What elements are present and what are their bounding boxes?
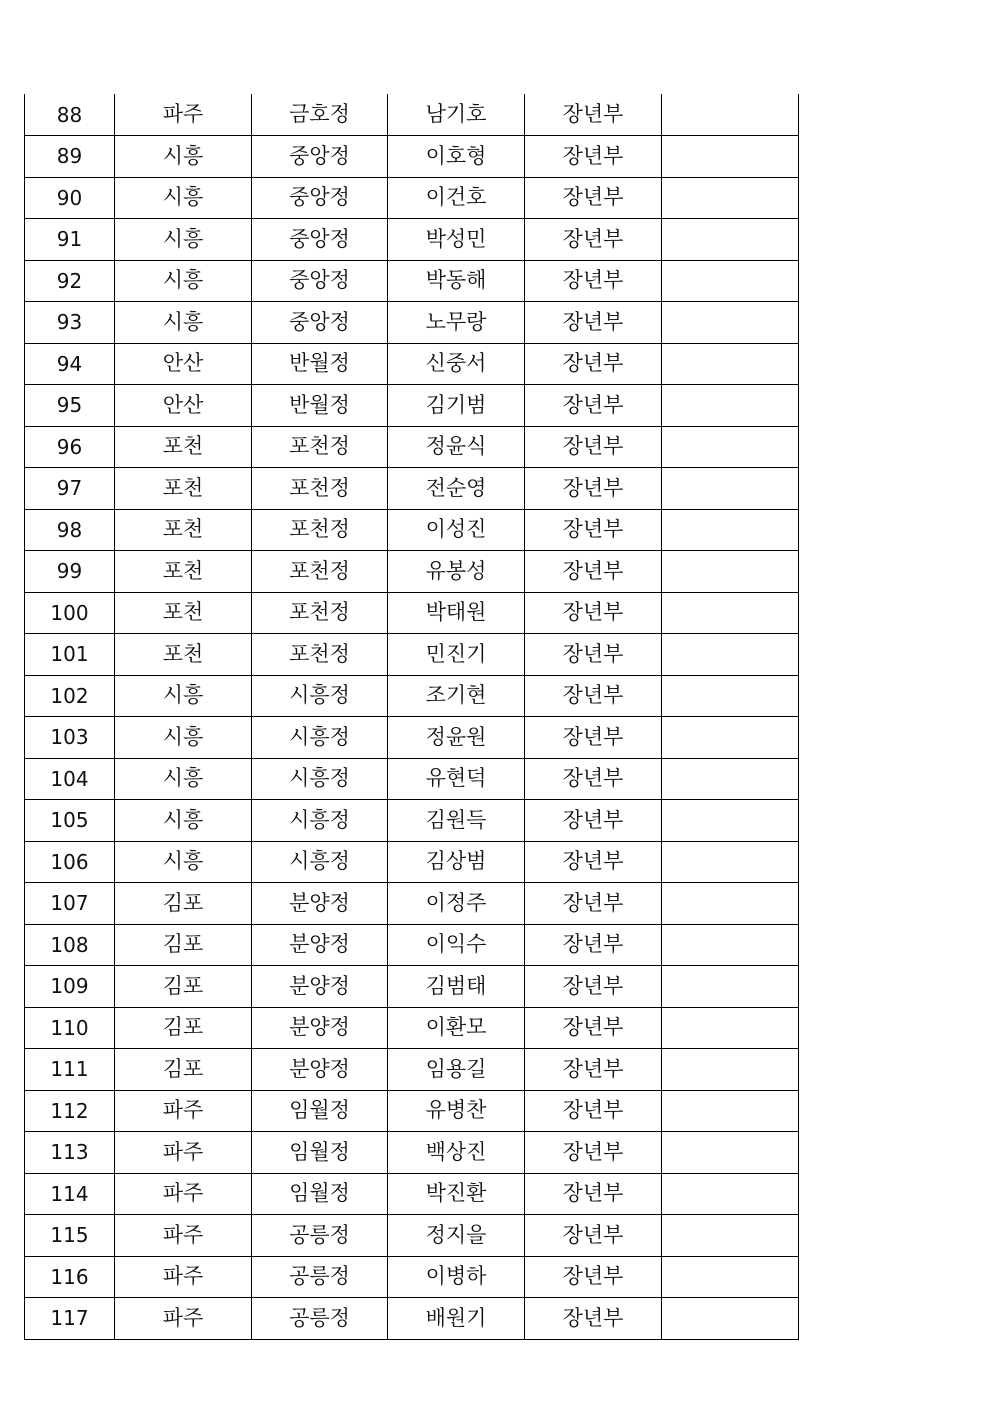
row-number-cell: 115 xyxy=(25,1215,115,1257)
note-cell xyxy=(662,343,799,385)
pavilion-cell: 공릉정 xyxy=(252,1215,388,1257)
pavilion-cell: 분양정 xyxy=(252,924,388,966)
table-row xyxy=(25,966,799,1008)
division-cell: 장년부 xyxy=(525,1132,662,1174)
city-cell: 파주 xyxy=(115,94,252,136)
city-cell: 시흥 xyxy=(115,841,252,883)
division-cell: 장년부 xyxy=(525,924,662,966)
member-name-cell: 유현덕 xyxy=(388,758,525,800)
table-row xyxy=(25,385,799,427)
row-number-cell: 108 xyxy=(25,924,115,966)
pavilion-cell: 시흥정 xyxy=(252,758,388,800)
table-row xyxy=(25,468,799,510)
note-cell xyxy=(662,94,799,136)
division-cell: 장년부 xyxy=(525,634,662,676)
pavilion-cell: 포천정 xyxy=(252,634,388,676)
member-name-cell: 민진기 xyxy=(388,634,525,676)
table-row xyxy=(25,551,799,593)
division-cell: 장년부 xyxy=(525,509,662,551)
member-name-cell: 이호형 xyxy=(388,136,525,178)
pavilion-cell: 시흥정 xyxy=(252,717,388,759)
row-number-cell: 110 xyxy=(25,1007,115,1049)
note-cell xyxy=(662,1298,799,1340)
row-number-cell: 105 xyxy=(25,800,115,842)
pavilion-cell: 중앙정 xyxy=(252,136,388,178)
division-cell: 장년부 xyxy=(525,1049,662,1091)
row-number-cell: 95 xyxy=(25,385,115,427)
pavilion-cell: 포천정 xyxy=(252,426,388,468)
city-cell: 김포 xyxy=(115,966,252,1008)
member-name-cell: 김원득 xyxy=(388,800,525,842)
note-cell xyxy=(662,302,799,344)
row-number-cell: 104 xyxy=(25,758,115,800)
division-cell: 장년부 xyxy=(525,841,662,883)
note-cell xyxy=(662,1215,799,1257)
row-number-cell: 117 xyxy=(25,1298,115,1340)
row-number-cell: 106 xyxy=(25,841,115,883)
row-number-cell: 114 xyxy=(25,1173,115,1215)
division-cell: 장년부 xyxy=(525,592,662,634)
row-number-cell: 90 xyxy=(25,177,115,219)
city-cell: 포천 xyxy=(115,551,252,593)
member-name-cell: 이병하 xyxy=(388,1256,525,1298)
note-cell xyxy=(662,551,799,593)
row-number-cell: 91 xyxy=(25,219,115,261)
table-row xyxy=(25,94,799,136)
division-cell: 장년부 xyxy=(525,136,662,178)
city-cell: 시흥 xyxy=(115,800,252,842)
table-row xyxy=(25,758,799,800)
city-cell: 포천 xyxy=(115,468,252,510)
member-name-cell: 이건호 xyxy=(388,177,525,219)
note-cell xyxy=(662,966,799,1008)
note-cell xyxy=(662,883,799,925)
table-row xyxy=(25,1007,799,1049)
city-cell: 시흥 xyxy=(115,177,252,219)
note-cell xyxy=(662,177,799,219)
row-number-cell: 89 xyxy=(25,136,115,178)
member-name-cell: 노무랑 xyxy=(388,302,525,344)
member-name-cell: 임용길 xyxy=(388,1049,525,1091)
table-row xyxy=(25,177,799,219)
division-cell: 장년부 xyxy=(525,758,662,800)
table-row xyxy=(25,634,799,676)
member-name-cell: 박태원 xyxy=(388,592,525,634)
member-name-cell: 백상진 xyxy=(388,1132,525,1174)
pavilion-cell: 임월정 xyxy=(252,1132,388,1174)
city-cell: 파주 xyxy=(115,1173,252,1215)
row-number-cell: 94 xyxy=(25,343,115,385)
table-row xyxy=(25,1132,799,1174)
division-cell: 장년부 xyxy=(525,260,662,302)
note-cell xyxy=(662,136,799,178)
pavilion-cell: 시흥정 xyxy=(252,675,388,717)
member-name-cell: 전순영 xyxy=(388,468,525,510)
note-cell xyxy=(662,841,799,883)
row-number-cell: 102 xyxy=(25,675,115,717)
table-row xyxy=(25,841,799,883)
division-cell: 장년부 xyxy=(525,94,662,136)
table-row xyxy=(25,260,799,302)
row-number-cell: 112 xyxy=(25,1090,115,1132)
member-name-cell: 배원기 xyxy=(388,1298,525,1340)
member-name-cell: 신중서 xyxy=(388,343,525,385)
table-row xyxy=(25,1049,799,1091)
pavilion-cell: 시흥정 xyxy=(252,800,388,842)
row-number-cell: 98 xyxy=(25,509,115,551)
pavilion-cell: 분양정 xyxy=(252,1007,388,1049)
table-row xyxy=(25,592,799,634)
pavilion-cell: 공릉정 xyxy=(252,1298,388,1340)
row-number-cell: 88 xyxy=(25,94,115,136)
member-name-cell: 박동해 xyxy=(388,260,525,302)
note-cell xyxy=(662,758,799,800)
table-row xyxy=(25,136,799,178)
city-cell: 김포 xyxy=(115,1049,252,1091)
row-number-cell: 101 xyxy=(25,634,115,676)
member-name-cell: 이환모 xyxy=(388,1007,525,1049)
note-cell xyxy=(662,800,799,842)
city-cell: 시흥 xyxy=(115,717,252,759)
member-name-cell: 정윤원 xyxy=(388,717,525,759)
member-name-cell: 이정주 xyxy=(388,883,525,925)
city-cell: 시흥 xyxy=(115,758,252,800)
table-row xyxy=(25,800,799,842)
pavilion-cell: 금호정 xyxy=(252,94,388,136)
city-cell: 파주 xyxy=(115,1215,252,1257)
row-number-cell: 100 xyxy=(25,592,115,634)
city-cell: 시흥 xyxy=(115,136,252,178)
city-cell: 파주 xyxy=(115,1132,252,1174)
pavilion-cell: 포천정 xyxy=(252,468,388,510)
pavilion-cell: 공릉정 xyxy=(252,1256,388,1298)
member-name-cell: 이성진 xyxy=(388,509,525,551)
division-cell: 장년부 xyxy=(525,1007,662,1049)
note-cell xyxy=(662,924,799,966)
division-cell: 장년부 xyxy=(525,1090,662,1132)
roster-table xyxy=(24,94,799,1340)
division-cell: 장년부 xyxy=(525,1298,662,1340)
pavilion-cell: 포천정 xyxy=(252,551,388,593)
row-number-cell: 107 xyxy=(25,883,115,925)
division-cell: 장년부 xyxy=(525,177,662,219)
table-row xyxy=(25,343,799,385)
note-cell xyxy=(662,592,799,634)
table-row xyxy=(25,302,799,344)
pavilion-cell: 중앙정 xyxy=(252,219,388,261)
table-row xyxy=(25,1173,799,1215)
member-name-cell: 유봉성 xyxy=(388,551,525,593)
division-cell: 장년부 xyxy=(525,1173,662,1215)
division-cell: 장년부 xyxy=(525,966,662,1008)
division-cell: 장년부 xyxy=(525,1215,662,1257)
pavilion-cell: 반월정 xyxy=(252,343,388,385)
city-cell: 포천 xyxy=(115,634,252,676)
member-name-cell: 이익수 xyxy=(388,924,525,966)
division-cell: 장년부 xyxy=(525,1256,662,1298)
table-row xyxy=(25,883,799,925)
pavilion-cell: 포천정 xyxy=(252,509,388,551)
city-cell: 김포 xyxy=(115,883,252,925)
note-cell xyxy=(662,675,799,717)
roster-table-body xyxy=(25,94,799,1339)
city-cell: 포천 xyxy=(115,426,252,468)
row-number-cell: 97 xyxy=(25,468,115,510)
pavilion-cell: 임월정 xyxy=(252,1090,388,1132)
division-cell: 장년부 xyxy=(525,219,662,261)
row-number-cell: 99 xyxy=(25,551,115,593)
pavilion-cell: 포천정 xyxy=(252,592,388,634)
note-cell xyxy=(662,509,799,551)
pavilion-cell: 반월정 xyxy=(252,385,388,427)
pavilion-cell: 분양정 xyxy=(252,883,388,925)
division-cell: 장년부 xyxy=(525,717,662,759)
member-name-cell: 김범태 xyxy=(388,966,525,1008)
note-cell xyxy=(662,219,799,261)
division-cell: 장년부 xyxy=(525,675,662,717)
table-row xyxy=(25,924,799,966)
member-name-cell: 조기현 xyxy=(388,675,525,717)
note-cell xyxy=(662,468,799,510)
city-cell: 파주 xyxy=(115,1298,252,1340)
table-row xyxy=(25,426,799,468)
table-row xyxy=(25,717,799,759)
note-cell xyxy=(662,385,799,427)
row-number-cell: 93 xyxy=(25,302,115,344)
table-row xyxy=(25,1090,799,1132)
document-page xyxy=(24,94,798,1340)
row-number-cell: 96 xyxy=(25,426,115,468)
member-name-cell: 김기범 xyxy=(388,385,525,427)
row-number-cell: 109 xyxy=(25,966,115,1008)
row-number-cell: 113 xyxy=(25,1132,115,1174)
city-cell: 시흥 xyxy=(115,260,252,302)
division-cell: 장년부 xyxy=(525,551,662,593)
row-number-cell: 103 xyxy=(25,717,115,759)
pavilion-cell: 중앙정 xyxy=(252,302,388,344)
member-name-cell: 박성민 xyxy=(388,219,525,261)
table-row xyxy=(25,675,799,717)
note-cell xyxy=(662,426,799,468)
city-cell: 시흥 xyxy=(115,219,252,261)
division-cell: 장년부 xyxy=(525,426,662,468)
member-name-cell: 유병찬 xyxy=(388,1090,525,1132)
note-cell xyxy=(662,1007,799,1049)
division-cell: 장년부 xyxy=(525,800,662,842)
table-row xyxy=(25,1256,799,1298)
city-cell: 포천 xyxy=(115,592,252,634)
member-name-cell: 정윤식 xyxy=(388,426,525,468)
city-cell: 파주 xyxy=(115,1090,252,1132)
note-cell xyxy=(662,1132,799,1174)
note-cell xyxy=(662,1049,799,1091)
note-cell xyxy=(662,634,799,676)
row-number-cell: 111 xyxy=(25,1049,115,1091)
table-row xyxy=(25,1298,799,1340)
member-name-cell: 남기호 xyxy=(388,94,525,136)
pavilion-cell: 임월정 xyxy=(252,1173,388,1215)
division-cell: 장년부 xyxy=(525,883,662,925)
row-number-cell: 116 xyxy=(25,1256,115,1298)
division-cell: 장년부 xyxy=(525,302,662,344)
city-cell: 파주 xyxy=(115,1256,252,1298)
city-cell: 시흥 xyxy=(115,675,252,717)
table-row xyxy=(25,219,799,261)
note-cell xyxy=(662,1090,799,1132)
table-row xyxy=(25,1215,799,1257)
member-name-cell: 정지을 xyxy=(388,1215,525,1257)
note-cell xyxy=(662,1256,799,1298)
pavilion-cell: 분양정 xyxy=(252,966,388,1008)
note-cell xyxy=(662,717,799,759)
pavilion-cell: 중앙정 xyxy=(252,260,388,302)
pavilion-cell: 중앙정 xyxy=(252,177,388,219)
pavilion-cell: 시흥정 xyxy=(252,841,388,883)
note-cell xyxy=(662,1173,799,1215)
table-row xyxy=(25,509,799,551)
city-cell: 시흥 xyxy=(115,302,252,344)
city-cell: 안산 xyxy=(115,343,252,385)
city-cell: 김포 xyxy=(115,924,252,966)
city-cell: 포천 xyxy=(115,509,252,551)
division-cell: 장년부 xyxy=(525,468,662,510)
city-cell: 김포 xyxy=(115,1007,252,1049)
member-name-cell: 김상범 xyxy=(388,841,525,883)
row-number-cell: 92 xyxy=(25,260,115,302)
note-cell xyxy=(662,260,799,302)
division-cell: 장년부 xyxy=(525,343,662,385)
division-cell: 장년부 xyxy=(525,385,662,427)
pavilion-cell: 분양정 xyxy=(252,1049,388,1091)
member-name-cell: 박진환 xyxy=(388,1173,525,1215)
city-cell: 안산 xyxy=(115,385,252,427)
